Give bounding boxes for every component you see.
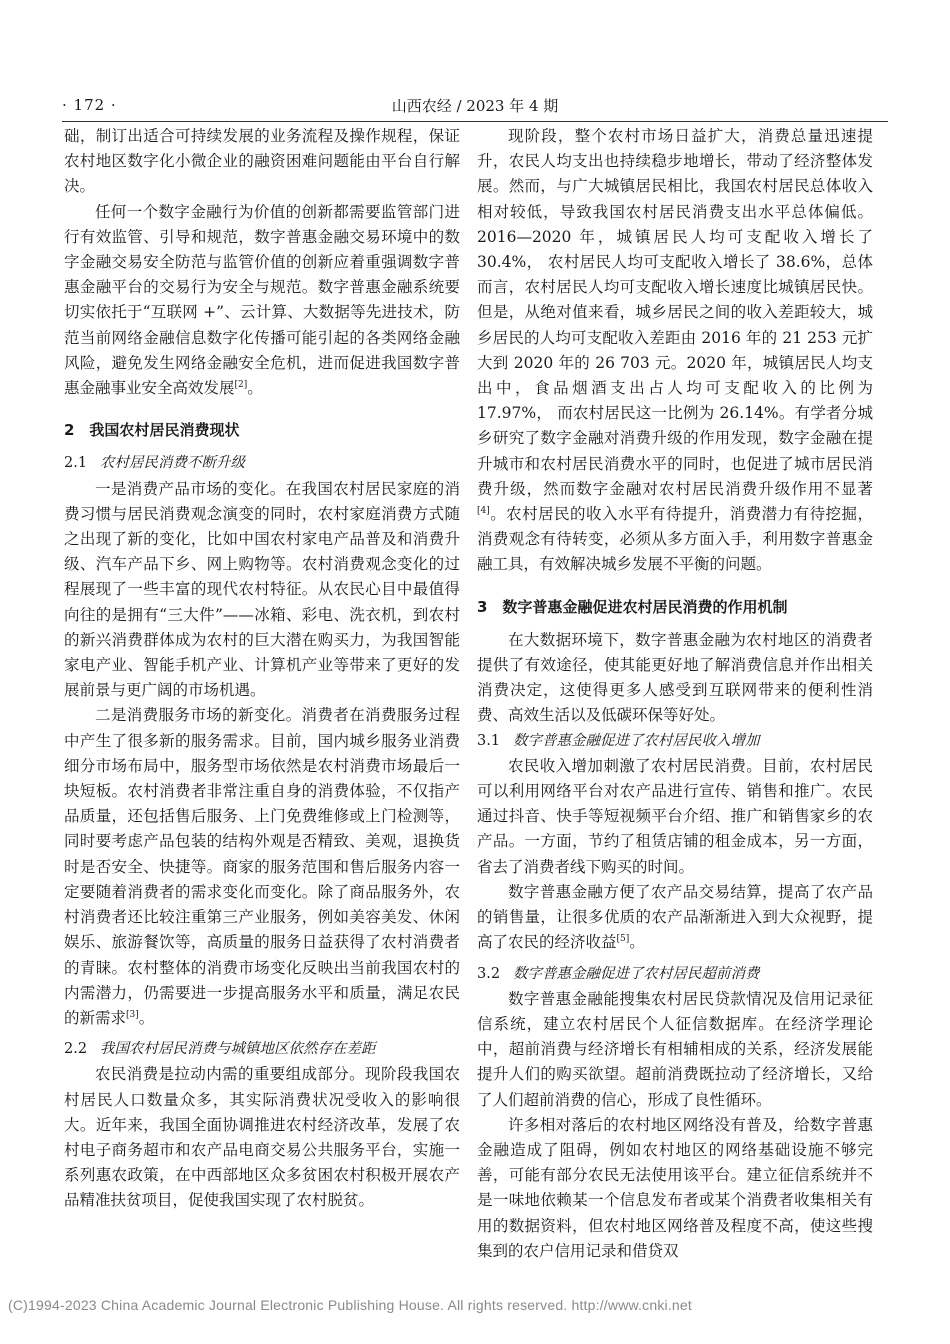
reference-2: [2]	[234, 379, 248, 390]
subsection-heading-3-1	[477, 729, 873, 754]
subsection-number: 3.2	[477, 965, 501, 982]
paragraph-text: 现阶段，整个农村市场日益扩大，消费总量迅速提升，农民人均支出也持续稳步地增长，带动了经济整体发展。然而，与广大城镇居民相比，我国农村居民总体收入相对较低，导致我国农村居民消费支出水平总体偏低。2016—2020 年，城镇居民人均可支配收入增长了 30.4%， 农村居民人均可支配收入增长了 38.6%，总体而言，农村居民人均可支配收入增长速度比城镇居民快。但是，从绝对值来看，城乡居民之间的收入差距较大，城乡居民的人均可支配收入差距由 2016 年的 21 253 元扩大到 2020 年的 26 703 元。2020 年，城镇居民人均支出中，食品烟酒支出占人均可支配收入的比例为 17.97%， 而农村居民这一比例为 26.14%。有学者分城乡研究了数字金融对消费升级的作用发现，数字金融在提升城市和农村居民消费水平的同时，也促进了城市居民消费升级，然而数字金融对农村居民消费升级作用不显著	[477, 127, 873, 498]
left-column	[64, 124, 460, 1214]
subsection-number: 2.1	[64, 455, 88, 472]
paragraph-credit-system: 数字普惠金融能搜集农村居民贷款情况及信用记录征信系统，建立农村居民个人征信数据库。在经济学理论中，超前消费与经济增长有相辅相成的关系，经济发展能提升人们的购买欲望。超前消费既拉动了经济增长，又给了人们超前消费的信心，形成了良性循环。	[477, 989, 873, 1109]
header-rule	[62, 121, 888, 122]
section-heading-3: 3 数字普惠金融促进农村居民消费的作用机制	[477, 597, 788, 616]
reference-5: [5]	[616, 934, 630, 945]
subsection-title: 我国农村居民消费与城镇地区依然存在差距	[100, 1041, 376, 1058]
paragraph-text: 数字普惠金融方便了农产品交易结算，提高了农产品的销售量，让很多优质的农产品渐渐进入到大众视野，提高了农民的经济收益	[477, 882, 873, 952]
paragraph-end: 。	[138, 1008, 155, 1027]
paragraph-text: 二是消费服务市场的新变化。消费者在消费服务过程中产生了很多新的服务需求。目前，国内城乡服务业消费细分市场布局中，服务型市场依然是农村消费市场最后一块短板。农村消费者非常注重自身的消费体验，不仅指产品质量，还包括售后服务、上门免费维修或上门检测等，同时要考虑产品包装的结构外观是否精致、美观，退换货时是否安全、快捷等。商家的服务范围和售后服务内容一定要随着消费者的需求变化而变化。除了商品服务外，农村消费者还比较注重第三产业服务，例如美容美发、休闲娱乐、旅游餐饮等，高质量的服务日益获得了农村消费者的青睐。农村整体的消费市场变化反映出当前我国农村的内需潜力，仍需要进一步提高服务水平和质量，满足农民的新需求	[64, 706, 460, 1027]
section-heading-2: 2 我国农村居民消费现状	[64, 421, 240, 440]
subsection-title: 农村居民消费不断升级	[100, 455, 245, 472]
paragraph-network-coverage: 许多相对落后的农村地区网络没有普及，给数字普惠金融造成了阻碍，例如农村地区的网络基础设施不够完善，可能有部分农民无法使用该平台。建立征信系统并不是一味地依赖某一个信息发布者或某个消费者收集相关有用的数据资料，但农村地区网络普及程度不高，使这些搜集到的农户信用记录和借贷双	[477, 1115, 873, 1260]
subsection-heading-2-2	[64, 1037, 460, 1062]
paragraph-continuation: 础，制订出适合可持续发展的业务流程及操作规程，保证农村地区数字化小微企业的融资困难问题能由平台自行解决。	[64, 127, 460, 196]
paragraph-end: 。农村居民的收入水平有待提升，消费潜力有待挖掘，消费观念有待转变，必须从多方面入手，利用数字普惠金融工具，有效解决城乡发展不平衡的问题。	[477, 505, 873, 574]
right-column	[477, 124, 873, 1264]
subsection-title: 数字普惠金融促进了农村居民超前消费	[513, 965, 760, 982]
paragraph-bigdata: 在大数据环境下，数字普惠金融为农村地区的消费者提供了有效途径，使其能更好地了解消费信息并作出相关消费决定，这使得更多人感受到互联网带来的便利性消费、高效生活以及低碳环保等好处。	[477, 630, 873, 725]
subsection-number: 2.2	[64, 1041, 88, 1058]
reference-3: [3]	[126, 1009, 139, 1020]
paragraph-service-market	[64, 703, 460, 1031]
paragraph-regulation	[64, 200, 460, 402]
subsection-number: 3.1	[477, 732, 501, 749]
subsection-title: 数字普惠金融促进了农村居民收入增加	[513, 732, 760, 749]
subsection-heading-3-2	[477, 962, 873, 987]
paragraph-end: 。	[247, 379, 263, 398]
paragraph-end: 。	[629, 933, 645, 952]
page-header	[62, 92, 888, 118]
copyright-footer: (C)1994-2023 China Academic Journal Electronic Publishing House. All rights reserved. http://www.cnki.net	[8, 1297, 692, 1313]
paragraph-income: 农民收入增加刺激了农村居民消费。目前，农村居民可以利用网络平台对农产品进行宣传、销售和推广。农民通过抖音、快手等短视频平台介绍、推广和销售家乡的农产品。一方面，节约了租赁店铺的租金成本，另一方面，省去了消费者线下购买的时间。	[477, 756, 873, 876]
subsection-heading-2-1	[64, 451, 460, 476]
paragraph-consumption-gap: 农民消费是拉动内需的重要组成部分。现阶段我国农村居民人口数量众多，其实际消费状况受收入的影响很大。近年来，我国全面协调推进农村经济改革，发展了农村电子商务超市和农产品电商交易公共服务平台，实施一系列惠农政策，在中西部地区众多贫困农村积极开展农产品精准扶贫项目，促使我国实现了农村脱贫。	[64, 1065, 460, 1210]
paragraph-product-market: 一是消费产品市场的变化。在我国农村居民家庭的消费习惯与居民消费观念演变的同时，农村家庭消费方式随之出现了新的变化，比如中国农村家电产品普及和消费升级、汽车产品下乡、网上购物等。农村消费观念变化的过程展现了一些丰富的现代农村特征。从农民心目中最值得向往的是拥有“三大件”——冰箱、彩电、洗衣机，到农村的新兴消费群体成为农村的巨大潜在购买力，为我国智能家电产业、智能手机产业、计算机产业等带来了更好的发展前景与更广阔的市场机遇。	[64, 479, 460, 700]
journal-title: 山西农经 / 2023 年 4 期	[391, 97, 559, 115]
paragraph-text: 任何一个数字金融行为价值的创新都需要监管部门进行有效监管、引导和规范，数字普惠金融交易环境中的数字金融交易安全防范与监管价值的创新应着重强调数字普惠金融平台的交易行为安全与规范。数字普惠金融系统要切实依托于“互联网 +”、云计算、大数据等先进技术，防范当前网络金融信息数字化传播可能引起的各类网络金融风险，避免发生网络金融安全危机，进而促进我国数字普惠金融事业安全高效发展	[64, 202, 460, 398]
paragraph-current-stage	[477, 124, 873, 578]
page-number: · 172 ·	[62, 96, 117, 114]
reference-4: [4]	[477, 505, 490, 516]
paragraph-settlement	[477, 880, 873, 956]
